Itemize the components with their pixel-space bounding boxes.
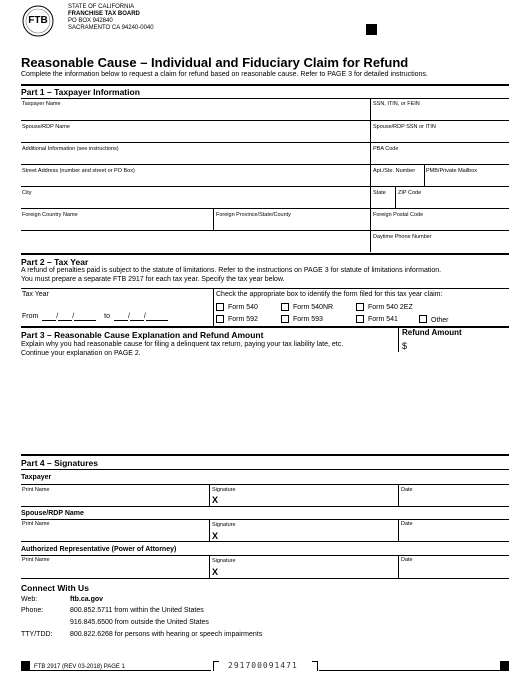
divider [21, 578, 509, 579]
to-month-input[interactable] [114, 312, 128, 321]
spouse-ssn-label: Spouse/RDP SSN or ITIN [373, 124, 436, 130]
representative-signature-field[interactable] [220, 566, 396, 577]
form-540-2ez-checkbox[interactable] [356, 303, 364, 311]
pba-code-label: PBA Code [373, 146, 399, 152]
logo-text: FTB [28, 15, 48, 26]
taxpayer-section-title: Taxpayer [21, 474, 52, 481]
street-label: Street Address (number and street or PO Box) [22, 168, 135, 174]
pmb-label: PMB/Private Mailbox [426, 168, 478, 174]
state-label: State [373, 190, 386, 196]
part2-text1: A refund of penalties paid is subject to the statute of limitations. Refer to the instructions on PAGE 3 for statute of limitations information. [21, 267, 442, 274]
tax-year-range: From / / to / / [22, 312, 168, 321]
web-label: Web: [21, 596, 38, 603]
divider [21, 230, 509, 231]
agency-line: FRANCHISE TAX BOARD [68, 11, 140, 17]
taxpayer-signature-field[interactable] [220, 494, 396, 505]
part3-heading: Part 3 – Reasonable Cause Explanation and Refund Amount [21, 330, 264, 340]
barcode-number: 291700091471 [228, 661, 298, 670]
divider [370, 186, 371, 208]
phone-label: Phone: [21, 607, 44, 614]
signature-label: Signature [212, 522, 236, 528]
divider [21, 469, 509, 470]
divider [398, 326, 399, 352]
representative-section-title: Authorized Representative (Power of Attorney) [21, 546, 177, 553]
form-540nr-label: Form 540NR [293, 304, 334, 311]
form-intro: Complete the information below to request a claim for refund based on reasonable cause. Refer to PAGE 3 for detailed instructions. [21, 71, 428, 78]
date-label: Date [401, 487, 413, 493]
part2-text2: You must prepare a separate FTB 2917 for each tax year. Specify the tax year below. [21, 276, 285, 283]
divider [21, 208, 509, 209]
divider [395, 186, 396, 208]
divider [370, 120, 371, 142]
to-year-input[interactable] [146, 312, 168, 321]
city-label: City [22, 190, 32, 196]
other-checkbox[interactable] [419, 315, 427, 323]
tty-label: TTY/TDD: [21, 631, 53, 638]
from-day-input[interactable] [58, 312, 72, 321]
form-check-label: Check the appropriate box to identify the form filed for this tax year claim: [216, 291, 443, 298]
divider [21, 484, 509, 485]
divider [370, 142, 371, 164]
to-day-input[interactable] [130, 312, 144, 321]
form-592-label: Form 592 [228, 316, 258, 323]
refund-amount-input[interactable] [410, 339, 508, 351]
divider [319, 670, 509, 671]
divider [21, 142, 509, 143]
tax-year-label: Tax Year [22, 291, 49, 298]
part2-heading: Part 2 – Tax Year [21, 257, 89, 267]
divider [21, 288, 509, 289]
divider [21, 120, 509, 121]
agency-line: SACRAMENTO CA 94240-0040 [68, 25, 154, 31]
signature-label: Signature [212, 558, 236, 564]
agency-line: PO BOX 942840 [68, 18, 113, 24]
form-593-checkbox[interactable] [281, 315, 289, 323]
signature-label: Signature [212, 487, 236, 493]
form-540nr-checkbox[interactable] [281, 303, 289, 311]
divider [21, 506, 509, 507]
foreign-province-label: Foreign Province/State/County [216, 212, 291, 218]
date-label: Date [401, 521, 413, 527]
foreign-postal-label: Foreign Postal Code [373, 212, 424, 218]
divider [21, 186, 509, 187]
divider [398, 484, 399, 506]
refund-amount-label: Refund Amount [402, 328, 462, 337]
phone-line-1: 800.852.5711 from within the United States [70, 607, 204, 614]
agency-line: STATE OF CALIFORNIA [68, 4, 135, 10]
divider [21, 555, 509, 556]
divider [398, 519, 399, 541]
agency-block [68, 4, 154, 32]
signature-x-mark: X [212, 495, 219, 505]
refund-dollar-sign: $ [402, 341, 408, 351]
divider [209, 555, 210, 578]
form-593-label: Form 593 [293, 316, 323, 323]
divider [21, 84, 509, 86]
daytime-phone-label: Daytime Phone Number [373, 234, 432, 240]
part1-heading: Part 1 – Taxpayer Information [21, 87, 140, 97]
registration-mark [21, 661, 30, 670]
registration-mark [500, 661, 509, 670]
footer-corner-mark [213, 661, 219, 671]
to-label: to [104, 313, 110, 320]
from-year-input[interactable] [74, 312, 96, 321]
form-540-label: Form 540 [228, 304, 258, 311]
divider [21, 541, 509, 542]
phone-line-2: 916.845.6500 from outside the United States [70, 619, 209, 626]
date-label: Date [401, 557, 413, 563]
other-label: Other [431, 317, 449, 324]
divider [21, 519, 509, 520]
print-name-label: Print Name [22, 521, 50, 527]
footer-corner-mark [312, 661, 318, 671]
divider [398, 555, 399, 578]
zip-label: ZIP Code [398, 190, 422, 196]
form-592-checkbox[interactable] [216, 315, 224, 323]
form-title: Reasonable Cause – Individual and Fiduciary Claim for Refund [21, 55, 409, 70]
spouse-signature-field[interactable] [220, 530, 396, 541]
registration-mark [366, 24, 377, 35]
from-label: From [22, 313, 39, 320]
print-name-label: Print Name [22, 487, 50, 493]
divider [370, 164, 371, 186]
ssn-label: SSN, ITIN, or FEIN [373, 101, 420, 107]
part4-heading: Part 4 – Signatures [21, 458, 99, 468]
divider [424, 164, 425, 186]
divider [21, 164, 509, 165]
ftb-logo [22, 5, 54, 37]
signature-x-mark: X [212, 531, 219, 541]
print-name-label: Print Name [22, 557, 50, 563]
divider [209, 484, 210, 506]
form-541-checkbox[interactable] [356, 315, 364, 323]
foreign-country-label: Foreign Country Name [22, 212, 78, 218]
part3-text1: Explain why you had reasonable cause for filing a delinquent tax return, paying your tax liability late, etc. [21, 341, 344, 348]
additional-info-label: Additional Information (see instructions) [22, 146, 119, 152]
divider [370, 230, 371, 252]
part3-text2: Continue your explanation on PAGE 2. [21, 350, 141, 357]
divider [21, 454, 509, 456]
apt-label: Apt./Ste. Number [373, 168, 416, 174]
spouse-name-label: Spouse/RDP Name [22, 124, 70, 130]
divider [21, 98, 509, 99]
spouse-section-title: Spouse/RDP Name [21, 510, 84, 517]
signature-x-mark: X [212, 567, 219, 577]
divider [370, 98, 371, 120]
connect-heading: Connect With Us [21, 583, 89, 593]
form-540-checkbox[interactable] [216, 303, 224, 311]
divider [213, 208, 214, 230]
from-month-input[interactable] [42, 312, 56, 321]
form-id: FTB 2917 (REV 03-2018) PAGE 1 [34, 664, 125, 670]
form-541-label: Form 541 [368, 316, 398, 323]
form-540-2ez-label: Form 540 2EZ [368, 304, 413, 311]
tty-line: 800.822.6268 for persons with hearing or speech impairments [70, 631, 263, 638]
divider [370, 208, 371, 230]
divider [21, 253, 509, 255]
divider [213, 288, 214, 326]
divider [209, 519, 210, 541]
explanation-area[interactable] [21, 362, 509, 452]
web-link[interactable]: ftb.ca.gov [70, 596, 104, 603]
taxpayer-name-label: Taxpayer Name [22, 101, 61, 107]
